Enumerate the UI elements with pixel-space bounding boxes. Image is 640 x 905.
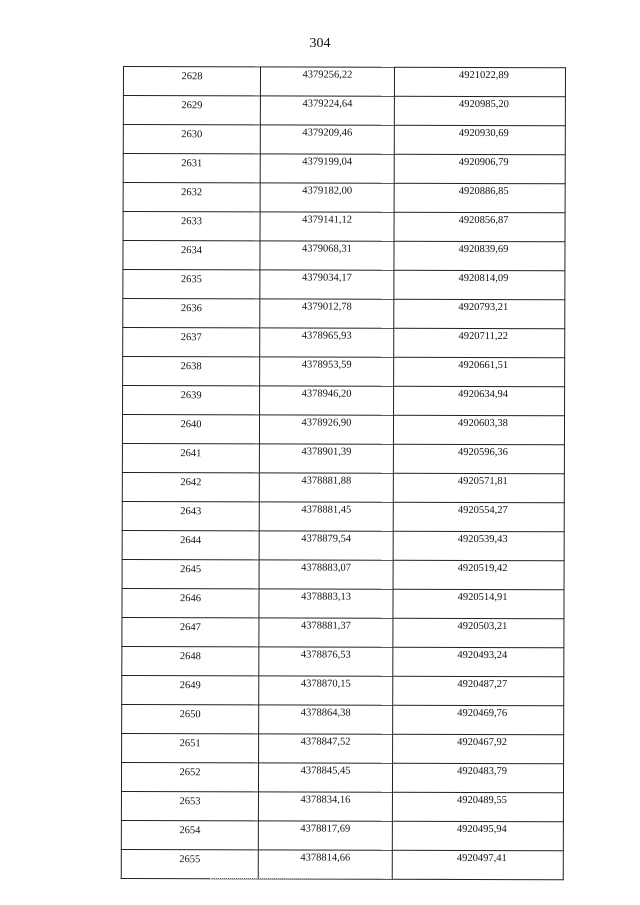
table-row	[122, 675, 564, 705]
point-number-cell: 2631	[123, 154, 260, 183]
point-number-cell: 2640	[122, 415, 259, 444]
table-row	[121, 849, 563, 879]
table-row	[122, 617, 564, 647]
table-row	[122, 646, 564, 676]
x-coordinate-cell: 4379224,64	[260, 96, 394, 125]
point-number-cell: 2632	[123, 183, 260, 212]
x-coordinate-cell: 4378926,90	[259, 415, 393, 444]
point-number-cell: 2652	[121, 762, 258, 791]
y-coordinate-cell: 4920985,20	[394, 96, 565, 125]
x-coordinate-cell: 4379012,78	[260, 299, 394, 328]
table-row	[123, 212, 565, 242]
point-number-cell: 2637	[123, 328, 260, 357]
table-row	[123, 328, 565, 358]
x-coordinate-cell: 4378901,39	[259, 444, 393, 473]
x-coordinate-cell: 4378881,88	[259, 473, 393, 502]
x-coordinate-cell: 4379141,12	[260, 212, 394, 241]
table-row	[122, 501, 564, 531]
table-row	[122, 530, 564, 560]
x-coordinate-cell: 4378847,52	[259, 734, 393, 763]
x-coordinate-cell: 4379068,31	[260, 241, 394, 270]
point-number-cell: 2650	[122, 704, 259, 733]
x-coordinate-cell: 4378870,15	[259, 676, 393, 705]
page-number: 304	[309, 36, 331, 51]
y-coordinate-cell: 4920554,27	[393, 502, 564, 531]
x-coordinate-cell: 4378864,38	[259, 705, 393, 734]
table-row	[121, 791, 563, 821]
point-number-cell: 2630	[123, 125, 260, 154]
y-coordinate-cell: 4920467,92	[393, 734, 564, 763]
y-coordinate-cell: 4920793,21	[394, 299, 565, 328]
scan-edge-line	[210, 878, 450, 879]
point-number-cell: 2636	[123, 299, 260, 328]
point-number-cell: 2654	[121, 820, 258, 849]
point-number-cell: 2635	[123, 270, 260, 299]
y-coordinate-cell: 4920856,87	[394, 212, 565, 241]
point-number-cell: 2649	[122, 675, 259, 704]
y-coordinate-cell: 4920539,43	[393, 531, 564, 560]
x-coordinate-cell: 4378883,13	[259, 589, 393, 618]
point-number-cell: 2641	[122, 443, 259, 472]
y-coordinate-cell: 4920814,09	[394, 270, 565, 299]
table-row	[122, 588, 564, 618]
x-coordinate-cell: 4378881,45	[259, 502, 393, 531]
x-coordinate-cell: 4378883,07	[259, 560, 393, 589]
y-coordinate-cell: 4920571,81	[393, 473, 564, 502]
table-row	[123, 67, 565, 97]
table-row	[121, 762, 563, 792]
y-coordinate-cell: 4920487,27	[393, 676, 564, 705]
x-coordinate-cell: 4379182,00	[260, 183, 394, 212]
point-number-cell: 2629	[123, 96, 260, 125]
table-row	[123, 125, 565, 155]
x-coordinate-cell: 4378814,66	[258, 850, 392, 879]
table-row	[123, 96, 565, 126]
y-coordinate-cell: 4920634,94	[394, 386, 565, 415]
x-coordinate-cell: 4378817,69	[258, 821, 392, 850]
x-coordinate-cell: 4379199,04	[260, 154, 394, 183]
y-coordinate-cell: 4920469,76	[393, 705, 564, 734]
table-row	[123, 299, 565, 329]
point-number-cell: 2642	[122, 472, 259, 501]
y-coordinate-cell: 4920661,51	[394, 357, 565, 386]
point-number-cell: 2647	[122, 617, 259, 646]
x-coordinate-cell: 4378845,45	[258, 763, 392, 792]
point-number-cell: 2653	[121, 791, 258, 820]
point-number-cell: 2643	[122, 501, 259, 530]
y-coordinate-cell: 4920596,36	[393, 444, 564, 473]
y-coordinate-cell: 4921022,89	[394, 67, 565, 96]
y-coordinate-cell: 4920930,69	[394, 125, 565, 154]
y-coordinate-cell: 4920489,55	[392, 792, 563, 821]
point-number-cell: 2655	[121, 849, 258, 878]
table-row	[122, 443, 564, 473]
point-number-cell: 2646	[122, 588, 259, 617]
point-number-cell: 2651	[122, 733, 259, 762]
y-coordinate-cell: 4920711,22	[394, 328, 565, 357]
table-row	[122, 472, 564, 502]
y-coordinate-cell: 4920514,91	[393, 589, 564, 618]
table-row	[123, 386, 565, 416]
y-coordinate-cell: 4920497,41	[392, 850, 563, 879]
y-coordinate-cell: 4920603,38	[393, 415, 564, 444]
table-row	[123, 183, 565, 213]
table-row	[123, 241, 565, 271]
y-coordinate-cell: 4920483,79	[392, 763, 563, 792]
point-number-cell: 2634	[123, 241, 260, 270]
x-coordinate-cell: 4378876,53	[259, 647, 393, 676]
y-coordinate-cell: 4920906,79	[394, 154, 565, 183]
x-coordinate-cell: 4379256,22	[260, 67, 394, 96]
coordinates-table	[121, 66, 566, 880]
x-coordinate-cell: 4378946,20	[260, 386, 394, 415]
table-row	[123, 270, 565, 300]
table-row	[123, 154, 565, 184]
point-number-cell: 2639	[123, 386, 260, 415]
coordinates-table-body	[121, 67, 565, 880]
point-number-cell: 2644	[122, 530, 259, 559]
table-row	[122, 704, 564, 734]
x-coordinate-cell: 4378965,93	[260, 328, 394, 357]
point-number-cell: 2645	[122, 559, 259, 588]
x-coordinate-cell: 4378953,59	[260, 357, 394, 386]
point-number-cell: 2628	[123, 67, 260, 96]
point-number-cell: 2638	[123, 357, 260, 386]
x-coordinate-cell: 4378881,37	[259, 618, 393, 647]
table-row	[121, 820, 563, 850]
y-coordinate-cell: 4920493,24	[393, 647, 564, 676]
x-coordinate-cell: 4379034,17	[260, 270, 394, 299]
y-coordinate-cell: 4920503,21	[393, 618, 564, 647]
y-coordinate-cell: 4920839,69	[394, 241, 565, 270]
table-row	[122, 559, 564, 589]
table-row	[122, 733, 564, 763]
table-row	[122, 415, 564, 445]
table-row	[123, 357, 565, 387]
y-coordinate-cell: 4920519,42	[393, 560, 564, 589]
point-number-cell: 2633	[123, 212, 260, 241]
x-coordinate-cell: 4379209,46	[260, 125, 394, 154]
y-coordinate-cell: 4920495,94	[392, 821, 563, 850]
x-coordinate-cell: 4378879,54	[259, 531, 393, 560]
point-number-cell: 2648	[122, 646, 259, 675]
y-coordinate-cell: 4920886,85	[394, 183, 565, 212]
x-coordinate-cell: 4378834,16	[258, 792, 392, 821]
